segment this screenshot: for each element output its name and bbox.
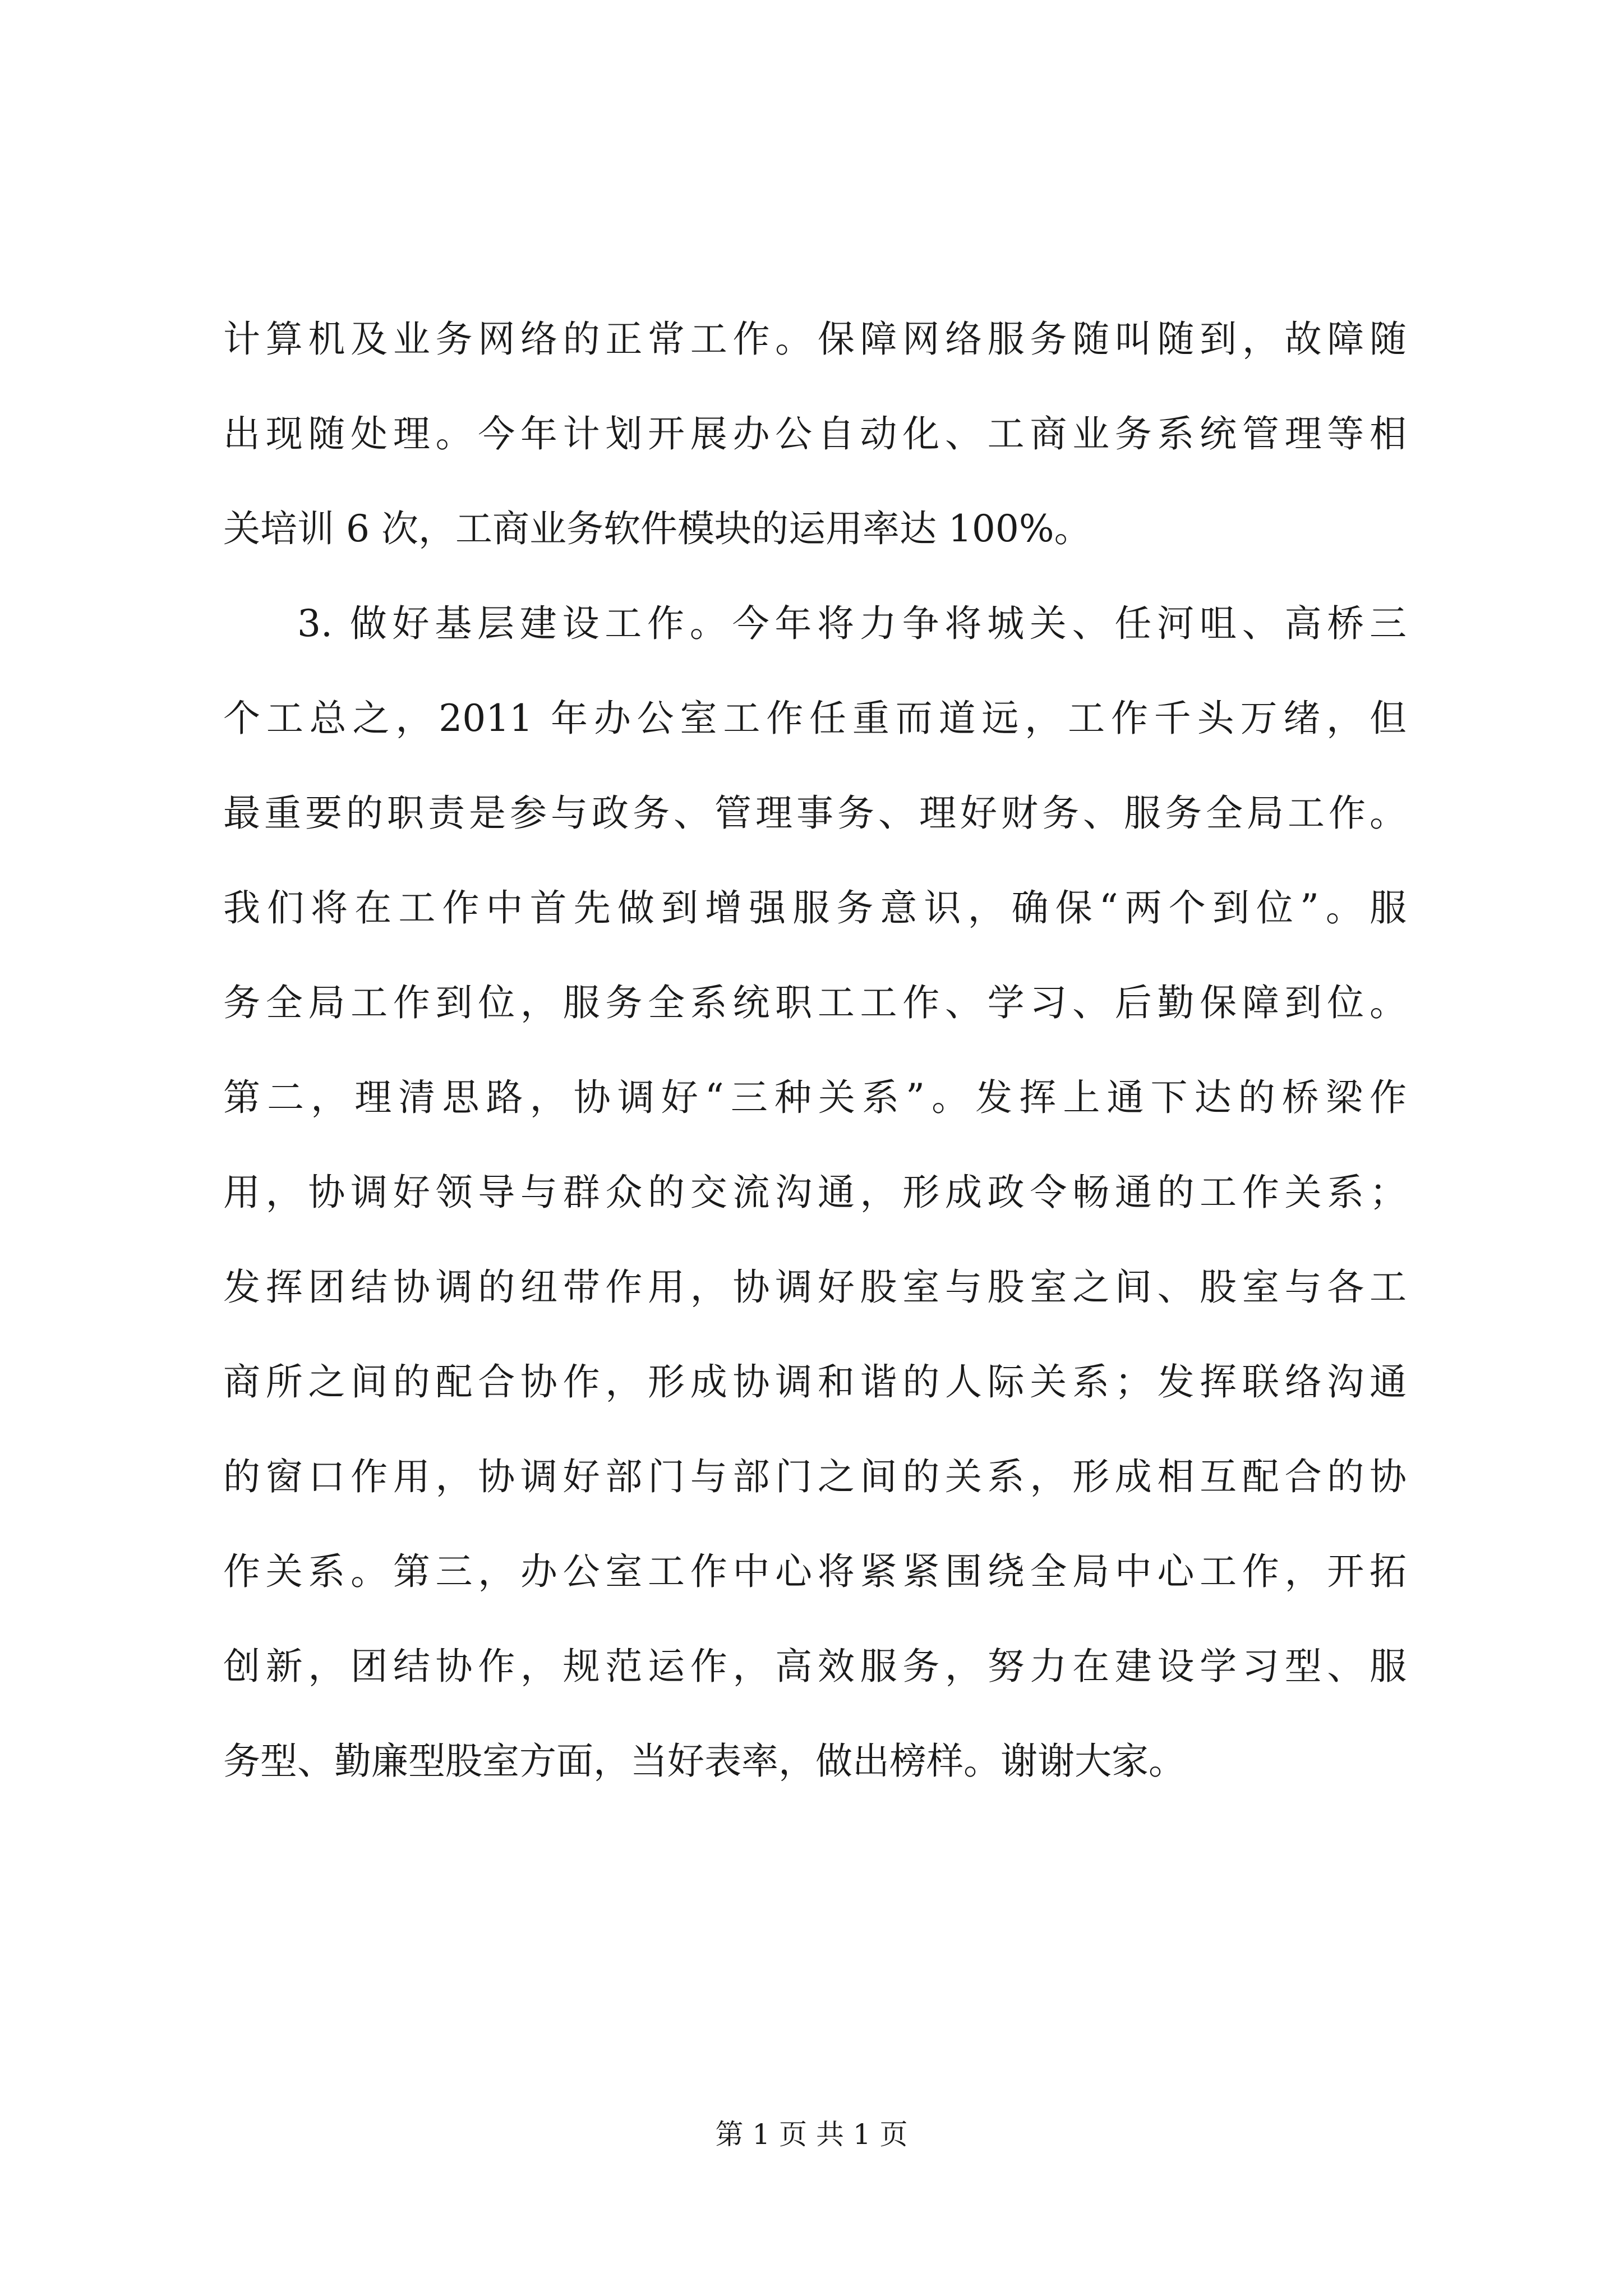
text-line: 商所之间的配合协作，形成协调和谐的人际关系；发挥联络沟通 [223,1360,1407,1404]
text-line: 个工总之，2011 年办公室工作任重而道远，工作千头万绪，但 [223,697,1407,740]
text-line: 计算机及业务网络的正常工作。保障网络服务随叫随到，故障随 [223,318,1407,361]
text-line: 第二，理清思路，协调好“三种关系”。发挥上通下达的桥梁作 [223,1076,1407,1119]
text-line: 出现随处理。今年计划开展办公自动化、工商业务系统管理等相 [223,412,1407,455]
text-line: 用，协调好领导与群众的交流沟通，形成政令畅通的工作关系； [223,1171,1407,1214]
paragraph-1 [223,292,1407,576]
paragraph-2 [223,576,1407,1809]
text-line: 创新，团结协作，规范运作，高效服务，努力在建设学习型、服 [223,1645,1407,1688]
text-line: 的窗口作用，协调好部门与部门之间的关系，形成相互配合的协 [223,1455,1407,1498]
text-line: 我们将在工作中首先做到增强服务意识，确保“两个到位”。服 [223,886,1407,930]
page-number-label: 第 1 页 共 1 页 [715,2118,908,2151]
page-footer [0,2115,1623,2154]
text-line: 务型、勤廉型股室方面，当好表率，做出榜样。谢谢大家。 [223,1740,1186,1783]
text-line: 务全局工作到位，服务全系统职工工作、学习、后勤保障到位。 [223,981,1407,1024]
text-line: 最重要的职责是参与政务、管理事务、理好财务、服务全局工作。 [223,792,1407,835]
text-line: 3. 做好基层建设工作。今年将力争将城关、任河咀、高桥三 [297,602,1407,645]
document-body [223,292,1407,1809]
text-line: 作关系。第三，办公室工作中心将紧紧围绕全局中心工作，开拓 [223,1550,1407,1593]
text-line: 关培训 6 次，工商业务软件模块的运用率达 100%。 [223,507,1091,550]
text-line: 发挥团结协调的纽带作用，协调好股室与股室之间、股室与各工 [223,1266,1407,1309]
